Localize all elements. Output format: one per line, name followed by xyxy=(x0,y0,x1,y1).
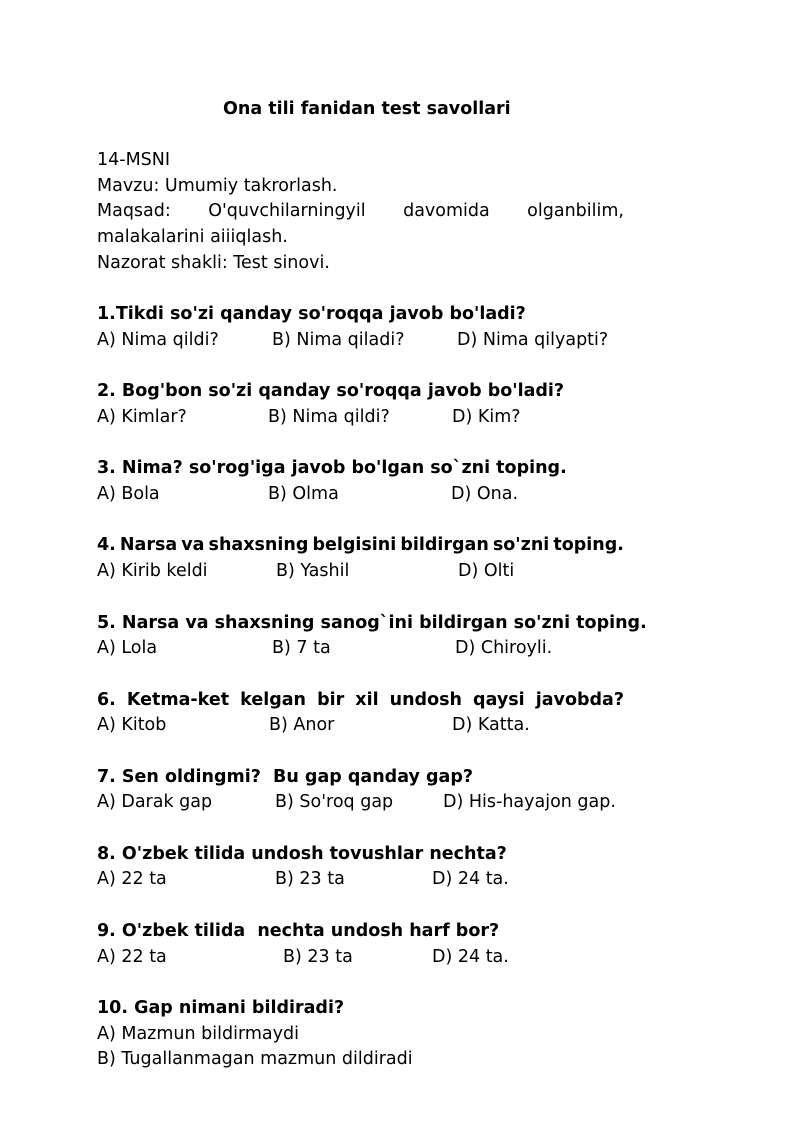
question-block xyxy=(97,842,624,893)
question-word: so'zni xyxy=(492,535,550,556)
question-text: 5. Narsa va shaxsning sanog`ini bildirgan so'zni toping. xyxy=(97,612,647,633)
test-document xyxy=(97,96,647,1073)
question-word: bildirgan xyxy=(400,535,489,556)
question-word: kelgan xyxy=(240,689,306,710)
option-b: B) 23 ta xyxy=(275,869,345,890)
option-b: B) Tugallanmagan mazmun dildiradi xyxy=(97,1049,413,1070)
option-a: A) Kitob xyxy=(97,715,167,736)
question-word: toping. xyxy=(553,535,624,556)
goal-word: davomida xyxy=(403,201,490,222)
document-title: Ona tili fanidan test savollari xyxy=(223,99,511,119)
answer-options xyxy=(97,790,624,816)
question-word: undosh xyxy=(389,689,462,710)
question-block xyxy=(97,302,624,353)
question-word: javobda? xyxy=(535,689,624,710)
question-word: bir xyxy=(317,689,345,710)
option-a: A) Bola xyxy=(97,484,160,505)
option-a: A) Darak gap xyxy=(97,792,213,813)
option-d: D) His-hayajon gap. xyxy=(443,792,616,813)
option-b: B) Nima qildi? xyxy=(268,406,390,427)
question-block xyxy=(97,379,624,430)
answer-options xyxy=(97,482,624,508)
question-word: Ketma-ket xyxy=(126,689,230,710)
answer-options xyxy=(97,328,624,354)
option-b: B) So'roq gap xyxy=(275,792,394,813)
question-block xyxy=(97,919,624,970)
question-text xyxy=(97,688,624,714)
question-text: 7. Sen oldingmi? Bu gap qanday gap? xyxy=(97,766,473,787)
question-word: qaysi xyxy=(473,689,525,710)
option-b: B) 23 ta xyxy=(283,946,353,967)
option-a: A) Kirib keldi xyxy=(97,561,208,582)
option-d: D) Chiroyli. xyxy=(455,638,553,659)
question-word: shaxsning xyxy=(208,535,309,556)
question-block xyxy=(97,533,624,584)
option-d: D) Katta. xyxy=(452,715,530,736)
topic-line: Mavzu: Umumiy takrorlash. xyxy=(97,175,338,196)
answer-options xyxy=(97,559,624,585)
control-line: Nazorat shakli: Test sinovi. xyxy=(97,252,330,273)
question-word: va xyxy=(181,535,205,556)
question-block xyxy=(97,765,624,816)
answer-options xyxy=(97,713,624,739)
answer-options xyxy=(97,405,624,431)
question-text: 1.Tikdi so'zi qanday so'roqqa javob bo'ladi? xyxy=(97,304,526,325)
question-block xyxy=(97,996,624,1073)
question-word: 4. xyxy=(97,535,116,556)
option-a: A) Mazmun bildirmaydi xyxy=(97,1023,299,1044)
answer-options xyxy=(97,636,624,662)
answer-options xyxy=(97,945,624,971)
option-d: D) 24 ta. xyxy=(432,946,509,967)
option-b: B) Yashil xyxy=(276,561,350,582)
option-a: A) Nima qildi? xyxy=(97,329,219,350)
class-code: 14-MSNI xyxy=(97,150,171,170)
option-d: D) Kim? xyxy=(452,406,521,427)
option-b: B) Anor xyxy=(269,715,335,736)
goal-word: O'quvchilarningyil xyxy=(208,201,366,222)
question-text: 10. Gap nimani bildiradi? xyxy=(97,997,345,1018)
question-word: Narsa xyxy=(119,535,178,556)
question-text: 8. O'zbek tilida undosh tovushlar nechta? xyxy=(97,843,507,864)
question-word: xil xyxy=(355,689,379,710)
question-text: 3. Nima? so'rog'iga javob bo'lgan so`zni toping. xyxy=(97,458,567,479)
option-a: A) Lola xyxy=(97,638,158,659)
question-word: belgisini xyxy=(312,535,397,556)
option-d: D) Nima qilyapti? xyxy=(457,329,609,350)
goal-word: Maqsad: xyxy=(97,201,171,222)
question-text: 2. Bog'bon so'zi qanday so'roqqa javob bo'ladi? xyxy=(97,381,565,402)
question-block xyxy=(97,611,647,662)
question-block xyxy=(97,688,624,739)
option-d: D) Olti xyxy=(458,561,515,582)
option-d: D) 24 ta. xyxy=(432,869,509,890)
question-text: 9. O'zbek tilida nechta undosh harf bor? xyxy=(97,920,500,941)
goal-line-2: malakalarini aiiiqlash. xyxy=(97,227,288,248)
goal-word: olganbilim, xyxy=(527,201,624,222)
option-a: A) 22 ta xyxy=(97,869,167,890)
option-d: D) Ona. xyxy=(451,484,519,505)
question-text xyxy=(97,533,624,559)
option-b: B) Olma xyxy=(268,484,339,505)
answer-options xyxy=(97,867,624,893)
option-a: A) Kimlar? xyxy=(97,406,187,427)
option-b: B) Nima qiladi? xyxy=(272,329,405,350)
goal-line xyxy=(97,199,624,225)
option-b: B) 7 ta xyxy=(272,638,331,659)
question-block xyxy=(97,456,624,507)
question-word: 6. xyxy=(97,689,116,710)
option-a: A) 22 ta xyxy=(97,946,167,967)
